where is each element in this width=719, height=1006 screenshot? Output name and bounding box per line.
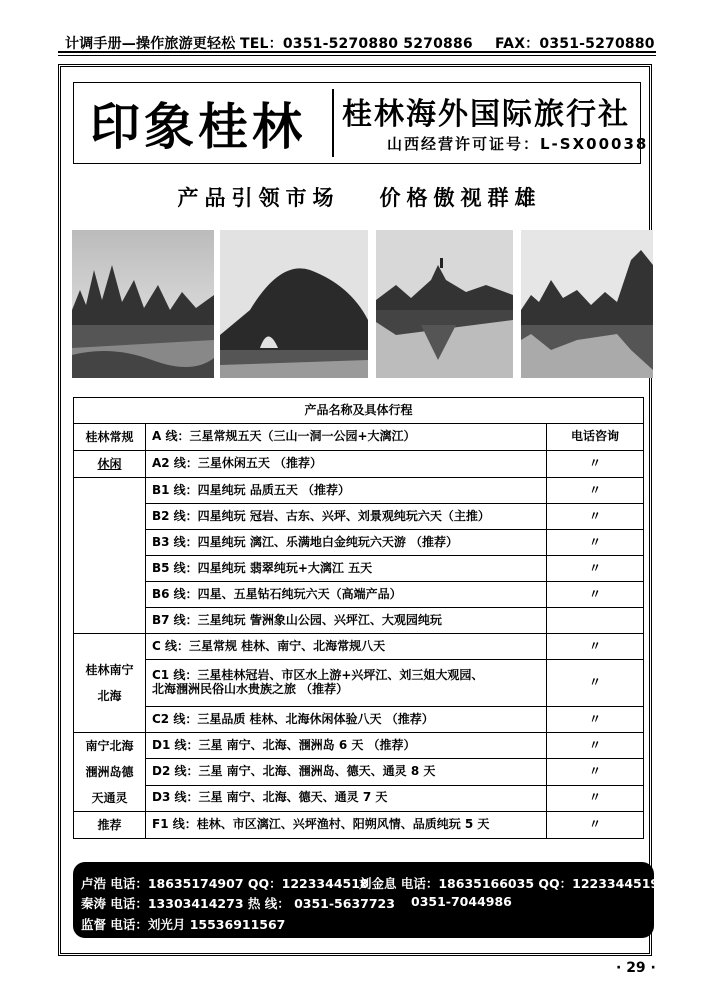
title-box	[73, 82, 649, 164]
consult-cell: 〃	[547, 504, 644, 530]
route-cell	[146, 660, 547, 707]
category-cell	[74, 478, 146, 634]
category-cell	[74, 451, 146, 478]
route-cell: C 线：三星常规 桂林、南宁、北海常规八天	[146, 634, 547, 660]
route-cell: F1 线：桂林、市区漓江、兴坪渔村、阳朔风情、品质纯玩 5 天	[146, 812, 547, 839]
category-label: 桂林常规	[85, 430, 134, 444]
consult-cell: 〃	[547, 785, 644, 811]
pagoda-hill-reflection-photo	[376, 230, 513, 378]
category-cell	[74, 424, 146, 451]
consult-cell: 〃	[547, 634, 644, 660]
header-tel: TEL：0351-5270880 5270886	[240, 36, 473, 52]
contact-text: 0351-7044986	[411, 894, 512, 909]
contact-text: 秦涛 电话：13303414273 热 线： 0351-5637723	[81, 896, 395, 911]
category-cell	[74, 634, 146, 733]
consult-cell	[547, 608, 644, 634]
header-rule-thin	[58, 55, 656, 56]
table-row	[74, 478, 644, 504]
route-line: 北海涠洲民俗山水贵族之旅 （推荐）	[152, 682, 349, 696]
table-row	[74, 733, 644, 759]
table-row	[74, 424, 644, 451]
slogan: 产品引领市场 价格傲视群雄	[177, 186, 542, 210]
contact-text: 卢浩 电话：18635174907 QQ：1223344518	[81, 876, 369, 891]
route-line: C1 线：三星桂林冠岩、市区水上游+兴坪江、刘三姐大观园、	[152, 668, 484, 683]
route-cell: D3 线：三星 南宁、北海、德天、通灵 7 天	[146, 785, 547, 811]
consult-cell: 〃	[547, 582, 644, 608]
category-cell	[74, 812, 146, 839]
route-cell: A2 线：三星休闲五天 （推荐）	[146, 451, 547, 478]
table-row	[74, 660, 644, 707]
table-row	[74, 451, 644, 478]
table-row	[74, 582, 644, 608]
product-table	[73, 397, 644, 839]
table-row	[74, 707, 644, 733]
route-cell: D2 线：三星 南宁、北海、涠洲岛、德天、通灵 8 天	[146, 759, 547, 785]
table-title: 产品名称及具体行程	[74, 398, 644, 424]
consult-cell: 〃	[547, 660, 644, 707]
table-row	[74, 634, 644, 660]
category-label: 桂林南宁	[85, 663, 134, 677]
consult-cell: 〃	[547, 530, 644, 556]
table-row	[74, 812, 644, 839]
route-cell: B6 线：四星、五星钻石纯玩六天（高端产品）	[146, 582, 547, 608]
consult-cell: 〃	[547, 556, 644, 582]
header-rule	[58, 51, 656, 53]
category-label: 休闲	[97, 457, 122, 471]
brand-logo: 印象桂林	[90, 97, 306, 156]
table-row	[74, 556, 644, 582]
table-row	[74, 759, 644, 785]
route-cell: B1 线：四星纯玩 品质五天 （推荐）	[146, 478, 547, 504]
title-divider	[332, 89, 334, 157]
table-row	[74, 504, 644, 530]
page-number: · 29 ·	[616, 960, 656, 976]
category-label: 南宁北海	[85, 739, 134, 753]
route-cell: B2 线：四星纯玩 冠岩、古东、兴坪、刘景观纯玩六天（主推）	[146, 504, 547, 530]
route-cell: B3 线：四星纯玩 漓江、乐满地白金纯玩六天游 （推荐）	[146, 530, 547, 556]
consult-cell: 〃	[547, 733, 644, 759]
contact-text: 监督 电话：刘光月 15536911567	[81, 917, 286, 932]
contact-panel	[73, 862, 660, 938]
consult-cell: 〃	[547, 478, 644, 504]
consult-cell: 〃	[547, 759, 644, 785]
route-cell: B5 线：四星纯玩 翡翠纯玩+大漓江 五天	[146, 556, 547, 582]
consult-cell: 〃	[547, 707, 644, 733]
elephant-trunk-hill-photo	[220, 230, 368, 378]
table-row	[74, 530, 644, 556]
license-number: 山西经营许可证号：L-SX00038	[387, 135, 649, 153]
agency-name: 桂林海外国际旅行社	[342, 97, 630, 132]
table-row	[74, 608, 644, 634]
header-slogan: 计调手册—操作旅游更轻松	[65, 36, 236, 52]
route-cell: D1 线：三星 南宁、北海、涠洲岛 6 天 （推荐）	[146, 733, 547, 759]
consult-cell: 电话咨询	[547, 424, 644, 451]
consult-cell: 〃	[547, 451, 644, 478]
category-label: 天通灵	[91, 791, 128, 805]
contact-text: 刘金息 电话：18635166035 QQ：1223344519	[359, 876, 660, 891]
table-header-row	[74, 398, 644, 424]
category-label: 推荐	[97, 818, 122, 832]
route-cell: C2 线：三星品质 桂林、北海休闲体验八天 （推荐）	[146, 707, 547, 733]
consult-cell: 〃	[547, 812, 644, 839]
header-fax: FAX：0351-5270880	[495, 36, 655, 52]
category-cell	[74, 733, 146, 812]
category-label: 涠洲岛德	[85, 765, 134, 779]
table-row	[74, 785, 644, 811]
category-label: 北海	[97, 689, 122, 703]
karst-river-photo	[72, 230, 214, 378]
route-cell: B7 线：三星纯玩 訾洲象山公园、兴坪江、大观园纯玩	[146, 608, 547, 634]
route-cell: A 线：三星常规五天（三山一洞一公园+大漓江）	[146, 424, 547, 451]
karst-peaks-reflection-photo	[521, 230, 653, 378]
